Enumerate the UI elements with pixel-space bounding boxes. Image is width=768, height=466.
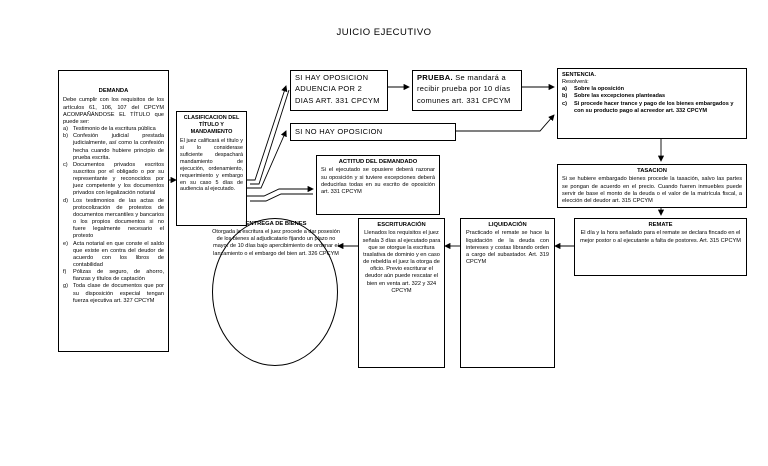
remate-text: El día y la hora señalado para el remate se declara fincado en el mejor postor o al ejecutante a falta de postores. Art. 315 CPCYM <box>580 230 741 244</box>
entrega-content <box>212 221 340 258</box>
demanda-intro: Debe cumplir con los requisitos de los artículos 61, 106, 107 del CPCYM ACOMPAÑÁNDOSE EL TÍTULO que puede ser: <box>63 97 164 125</box>
prueba-label: PRUEBA. <box>417 73 453 82</box>
arrow-clasificacion-hay-oposicion <box>247 86 286 180</box>
remate-box <box>574 218 747 276</box>
sentencia-list <box>562 86 742 115</box>
sentencia-box <box>557 68 747 139</box>
liquidacion-heading: LIQUIDACIÓN <box>488 222 527 228</box>
list-item: e) Acta notarial en que conste el saldo que existe en contra del deudor de acuerdo con los libros de contabilidad <box>63 240 164 268</box>
diagram-title: JUICIO EJECUTIVO <box>336 27 432 38</box>
demanda-heading: DEMANDA <box>98 88 129 94</box>
sentencia-sub: Resolverá: <box>562 79 589 86</box>
no-oposicion-box <box>290 123 456 141</box>
list-item: f) Pólizas de seguro, de ahorro, fianzas y títulos de captación <box>63 269 164 283</box>
prueba-box <box>412 70 522 111</box>
entrega-text: Otorgada la escritura el juez procede a dar posesión de los bienes al adjudicatario fijando un plazo no mayor de 10 días bajo apercibimiento de ordenar el lanzamiento o el embargo del bien art. 326 CPCYM <box>212 229 340 257</box>
list-item: g) Toda clase de documentos que por su disposición especial tengan fuerza ejecutiva art. 327 CPCYM <box>63 283 164 304</box>
remate-heading: REMATE <box>648 222 673 228</box>
tasacion-text: Si se hubiere embargado bienes procede la tasación, salvo las partes se pongan de acuerdo en el precio. Cuando fueren inmuebles puede servir de base el monto de la deuda o el valor de la matrícula fiscal, a elección del deudor art. 315 CPCYM <box>562 176 742 204</box>
no-oposicion-text: SI NO HAY OPOSICION <box>295 127 383 136</box>
escrituracion-box <box>358 218 445 368</box>
entrega-heading: ENTREGA DE BIENES <box>245 221 307 227</box>
list-item: d) Los testimonios de las actas de protocolización de protestos de documentos mercantiles y bancarios o los propios documentos si no fuere legalmente necesario el protesto <box>63 197 164 240</box>
arrow-no-oposicion-sentencia <box>456 115 554 131</box>
actitud-heading: ACTITUD DEL DEMANDADO <box>338 159 418 165</box>
hay-oposicion-box <box>290 70 388 111</box>
prueba-text: Se mandará a recibir prueba por 10 días comunes art. 331 CPCYM <box>417 73 511 105</box>
clasificacion-box <box>176 111 247 226</box>
liquidacion-box <box>460 218 555 368</box>
list-item: b) Sobre las excepciones planteadas <box>562 93 666 100</box>
actitud-box <box>316 155 440 215</box>
liquidacion-text: Practicado el remate se hace la liquidación de la deuda con intereses y costas librando orden a cargo del subastador. Art. 319 CPCYM <box>466 230 549 266</box>
clasificacion-text: El juez calificará el título y si lo considerase suficiente despachará mandamiento de ejecución, ordenamiento, requerimiento y embargo en su caso 5 días de audiencia al ejecutado. <box>180 138 243 193</box>
list-item: a) Sobre la oposición <box>562 86 625 93</box>
list-item: b) Confesión judicial prestada judicialmente, así como la confesión hecha cuando hubiere principio de prueba escrita. <box>63 133 164 161</box>
list-item: c) Si procede hacer trance y pago de los bienes embargados y con su producto pago al acreedor art. 332 CPCYM <box>562 100 734 114</box>
tasacion-box <box>557 164 747 208</box>
hay-oposicion-text: SI HAY OPOSICION ADUENCIA POR 2 DIAS ART. 331 CPCYM <box>295 73 380 105</box>
demanda-box <box>58 70 169 352</box>
sentencia-heading: SENTENCIA. <box>562 72 596 78</box>
escrituracion-text: Llenados los requisitos el juez señala 3 días al ejecutado para que se otorgue la escritura traslativa de dominio y en caso de rebeldía el juez la otorga de oficio. Previo escriturar el deudor aún puede rescatar el bien en venta art. 322 y 324 CPCYM <box>362 230 441 294</box>
escrituracion-heading: ESCRITURACIÓN <box>377 222 426 228</box>
tasacion-heading: TASACION <box>637 168 667 174</box>
list-item: c) Documentos privados escritos suscritos por el obligado o por su representante y reconocidos por juez competente y los documentos privados con legalización notarial <box>63 161 164 197</box>
list-item: a) Testimonio de la escritura pública <box>63 126 156 133</box>
clasificacion-heading: CLASIFICACION DEL TÍTULO Y MANDAMIENTO <box>183 115 240 136</box>
actitud-text: Si el ejecutado se opusiere deberá razonar su oposición y si tuviere excepciones deberá deducirlas todas en su escrito de oposición art. 331 CPCYM <box>321 167 435 195</box>
demanda-list <box>63 126 164 305</box>
